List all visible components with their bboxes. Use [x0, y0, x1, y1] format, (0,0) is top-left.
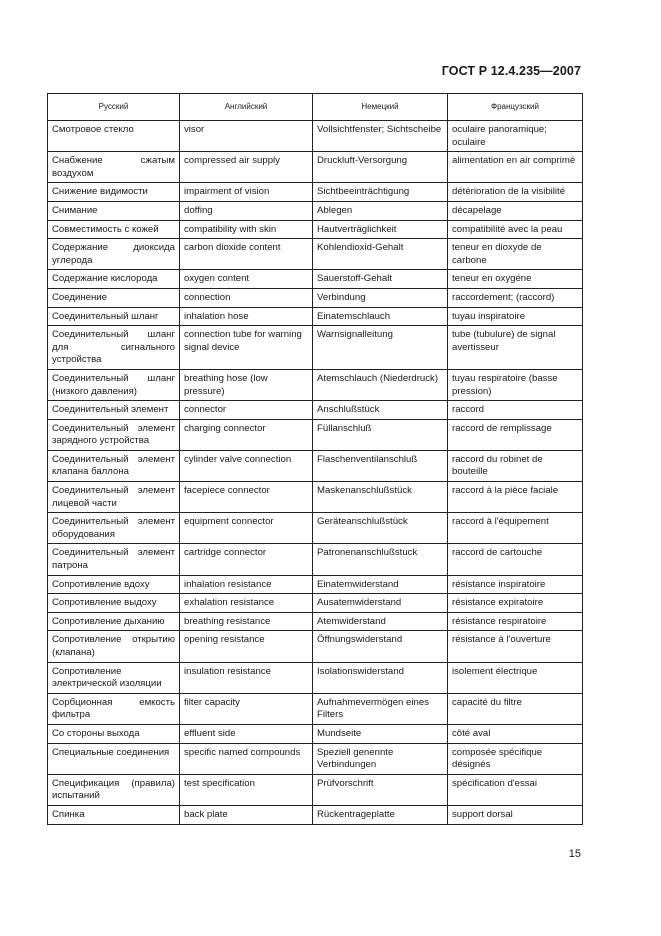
term-english: filter capacity — [180, 693, 313, 724]
term-english: exhalation resistance — [180, 594, 313, 613]
table-row — [48, 220, 583, 239]
term-german: Ablegen — [313, 201, 448, 220]
table-header-row — [48, 94, 583, 121]
term-french: décapelage — [448, 201, 583, 220]
term-english: connector — [180, 401, 313, 420]
term-french: support dorsal — [448, 805, 583, 824]
term-russian: Сорбционная емкость фильтра — [48, 693, 180, 724]
term-german: Sichtbeeinträchtigung — [313, 183, 448, 202]
table-row — [48, 270, 583, 289]
table-row — [48, 183, 583, 202]
term-russian: Сопротивление открытию (клапана) — [48, 631, 180, 662]
term-german: Einatemschlauch — [313, 307, 448, 326]
table-row — [48, 401, 583, 420]
term-english: doffing — [180, 201, 313, 220]
term-german: Vollsichtfenster; Sichtscheibe — [313, 121, 448, 152]
term-russian: Соединительный элемент клапана баллона — [48, 450, 180, 481]
table-row — [48, 288, 583, 307]
term-french: raccord de remplissage — [448, 419, 583, 450]
table-row — [48, 544, 583, 575]
term-french: résistance inspiratoire — [448, 575, 583, 594]
table-row — [48, 450, 583, 481]
term-french: teneur en oxygéne — [448, 270, 583, 289]
term-french: spécification d'essai — [448, 774, 583, 805]
term-german: Ausatemwiderstand — [313, 594, 448, 613]
term-russian: Сопротивление дыханию — [48, 612, 180, 631]
term-english: connection tube for warning signal device — [180, 326, 313, 370]
term-russian: Соединительный шланг для сигнального устройства — [48, 326, 180, 370]
term-french: détérioration de la visibilité — [448, 183, 583, 202]
term-german: Atemschlauch (Niederdruck) — [313, 369, 448, 400]
term-french: composée spécifique désignés — [448, 743, 583, 774]
term-russian: Снижение видимости — [48, 183, 180, 202]
table-row — [48, 631, 583, 662]
term-english: back plate — [180, 805, 313, 824]
table-body — [48, 121, 583, 825]
term-german: Speziell genennte Verbindungen — [313, 743, 448, 774]
term-english: inhalation resistance — [180, 575, 313, 594]
term-french: résistance respiratoire — [448, 612, 583, 631]
term-french: résistance expiratoire — [448, 594, 583, 613]
term-french: alimentation en air comprimé — [448, 152, 583, 183]
term-german: Maskenanschlußstück — [313, 482, 448, 513]
term-english: charging connector — [180, 419, 313, 450]
table-row — [48, 594, 583, 613]
term-english: connection — [180, 288, 313, 307]
term-french: tube (tubulure) de signal avertisseur — [448, 326, 583, 370]
terminology-table — [47, 93, 583, 825]
term-french: isolement électrique — [448, 662, 583, 693]
term-french: raccord à l'équipement — [448, 513, 583, 544]
table-row — [48, 326, 583, 370]
table-row — [48, 239, 583, 270]
term-german: Isolationswiderstand — [313, 662, 448, 693]
term-russian: Сопротивление электрической изоляции — [48, 662, 180, 693]
term-english: cylinder valve connection — [180, 450, 313, 481]
table-row — [48, 307, 583, 326]
term-german: Patronenanschlußstuck — [313, 544, 448, 575]
column-header-russian: Русский — [48, 94, 180, 121]
term-french: tuyau inspiratoire — [448, 307, 583, 326]
term-german: Rückentrageplatte — [313, 805, 448, 824]
term-french: résistance à l'ouverture — [448, 631, 583, 662]
term-german: Atemwiderstand — [313, 612, 448, 631]
term-german: Warnsignalleitung — [313, 326, 448, 370]
term-german: Druckluft-Versorgung — [313, 152, 448, 183]
table-row — [48, 201, 583, 220]
term-german: Hautverträglichkeit — [313, 220, 448, 239]
term-english: oxygen content — [180, 270, 313, 289]
term-russian: Смотровое стекло — [48, 121, 180, 152]
term-french: capacité du filtre — [448, 693, 583, 724]
term-english: compatibility with skin — [180, 220, 313, 239]
table-row — [48, 774, 583, 805]
term-english: cartridge connector — [180, 544, 313, 575]
term-french: raccord — [448, 401, 583, 420]
term-french: raccordement; (raccord) — [448, 288, 583, 307]
term-english: inhalation hose — [180, 307, 313, 326]
page-number: 15 — [568, 848, 581, 860]
term-russian: Содержание кислорода — [48, 270, 180, 289]
table-row — [48, 152, 583, 183]
term-french: raccord du robinet de bouteille — [448, 450, 583, 481]
term-french: côté aval — [448, 724, 583, 743]
term-english: compressed air supply — [180, 152, 313, 183]
term-english: specific named compounds — [180, 743, 313, 774]
term-english: visor — [180, 121, 313, 152]
term-russian: Соединительный элемент зарядного устройства — [48, 419, 180, 450]
table-row — [48, 805, 583, 824]
table-row — [48, 743, 583, 774]
term-german: Aufnahmevermögen eines Filters — [313, 693, 448, 724]
term-french: teneur en dioxyde de carbone — [448, 239, 583, 270]
term-german: Verbindung — [313, 288, 448, 307]
term-russian: Спинка — [48, 805, 180, 824]
term-german: Einatemwiderstand — [313, 575, 448, 594]
document-code: ГОСТ Р 12.4.235—2007 — [441, 64, 581, 78]
term-russian: Соединительный шланг — [48, 307, 180, 326]
table-row — [48, 662, 583, 693]
term-english: carbon dioxide content — [180, 239, 313, 270]
term-english: impairment of vision — [180, 183, 313, 202]
term-german: Geräteanschlußstück — [313, 513, 448, 544]
term-english: test specification — [180, 774, 313, 805]
term-russian: Соединительный элемент оборудования — [48, 513, 180, 544]
term-russian: Соединительный элемент патрона — [48, 544, 180, 575]
term-french: tuyau respiratoire (basse pression) — [448, 369, 583, 400]
column-header-french: Французский — [448, 94, 583, 121]
term-french: raccord à la pièce faciale — [448, 482, 583, 513]
term-russian: Сопротивление выдоху — [48, 594, 180, 613]
table-row — [48, 482, 583, 513]
term-german: Anschlußstück — [313, 401, 448, 420]
term-english: opening resistance — [180, 631, 313, 662]
term-german: Mundseite — [313, 724, 448, 743]
term-english: breathing resistance — [180, 612, 313, 631]
term-russian: Сопротивление вдоху — [48, 575, 180, 594]
term-german: Füllanschluß — [313, 419, 448, 450]
term-english: equipment connector — [180, 513, 313, 544]
table-row — [48, 724, 583, 743]
table-row — [48, 575, 583, 594]
table-row — [48, 513, 583, 544]
term-german: Prüfvorschrift — [313, 774, 448, 805]
table-row — [48, 121, 583, 152]
term-russian: Снабжение сжатым воздухом — [48, 152, 180, 183]
term-german: Kohlendioxid-Gehalt — [313, 239, 448, 270]
term-english: facepiece connector — [180, 482, 313, 513]
term-russian: Совместимость с кожей — [48, 220, 180, 239]
term-german: Öffnungswiderstand — [313, 631, 448, 662]
table-row — [48, 369, 583, 400]
column-header-german: Немецкий — [313, 94, 448, 121]
term-french: oculaire panoramique; oculaire — [448, 121, 583, 152]
term-english: effluent side — [180, 724, 313, 743]
term-russian: Содержание диоксида углерода — [48, 239, 180, 270]
column-header-english: Английский — [180, 94, 313, 121]
term-german: Sauerstoff-Gehalt — [313, 270, 448, 289]
term-russian: Соединение — [48, 288, 180, 307]
term-russian: Спецификация (правила) испытаний — [48, 774, 180, 805]
term-russian: Соединительный элемент — [48, 401, 180, 420]
term-russian: Снимание — [48, 201, 180, 220]
term-russian: Специальные соединения — [48, 743, 180, 774]
term-english: breathing hose (low pressure) — [180, 369, 313, 400]
table-row — [48, 693, 583, 724]
term-german: Flaschenventilanschluß — [313, 450, 448, 481]
term-english: insulation resistance — [180, 662, 313, 693]
term-russian: Соединительный шланг (низкого давления) — [48, 369, 180, 400]
term-russian: Со стороны выхода — [48, 724, 180, 743]
term-french: compatibilité avec la peau — [448, 220, 583, 239]
table-row — [48, 612, 583, 631]
term-french: raccord de cartouche — [448, 544, 583, 575]
table-row — [48, 419, 583, 450]
term-russian: Соединительный элемент лицевой части — [48, 482, 180, 513]
